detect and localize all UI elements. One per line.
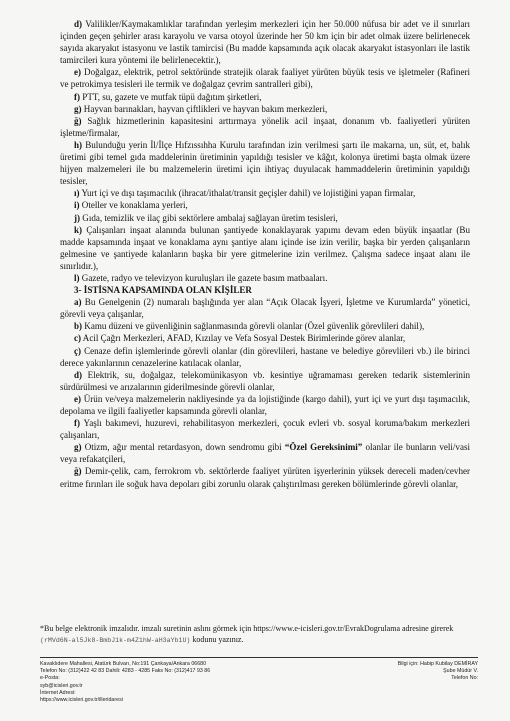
item-marker: ç) (74, 345, 82, 356)
paragraph-l (60, 272, 470, 284)
footer-phone: Telefon No: (312)422 42 83 Dahili: 4283 - 4285 Faks No: (312)417 93 86 (40, 668, 211, 675)
email-label: e-Posta: (40, 675, 60, 682)
item-text: Gıda, temizlik ve ilaç gibi sektörlere ambalaj sağlayan üretim tesisleri, (80, 212, 338, 223)
item-text: Bu Genelgenin (2) numaralı başlığında yer alan “Açık Olacak İşyeri, İşletme ve Kurumlarda” yönetici, görevli veya çalışanlar, (60, 297, 470, 320)
exception-item-a (60, 296, 470, 320)
item-marker: i) (74, 200, 80, 211)
item-marker: h) (74, 139, 83, 150)
item-marker: ğ) (74, 115, 82, 126)
exception-item-gg (60, 465, 470, 489)
item-marker: d) (74, 19, 83, 29)
emphasis-text: “Özel Gereksinimi” (284, 442, 363, 453)
item-text: Çalışanları inşaat alanında bulunan şantiyede konaklayarak yapımı devam eden büyük inşaatlar (Bu madde kapsamında inşaat ve konaklama aynı şantiye alanı içinde ise izin verilir, başka bir yerden çalışanların gelmesine ve şantiyede kalanların başka bir yere gitmelerine izin verilmez. Çalışma sadece inşaat alanı ile sınırlıdır.), (60, 224, 470, 271)
contact-phone: Telefon No: (451, 675, 478, 682)
exception-item-f (60, 417, 470, 441)
paragraph-e (60, 66, 470, 90)
paragraph-k (60, 224, 470, 272)
note-text-tail: kodunu yazınız. (190, 634, 244, 644)
paragraph-g (60, 103, 470, 115)
note-text: *Bu belge elektronik imzalıdır. imzalı suretinin aslını görmek için https://www.e-icisleri.gov.tr/EvrakDogrulama adresine girerek (40, 624, 454, 633)
item-text: Otizm, ağır mental retardasyon, down sendromu gibi (81, 442, 285, 453)
item-marker: e) (74, 393, 82, 404)
item-text: Doğalgaz, elektrik, petrol sektöründe stratejik olarak faaliyet yürüten büyük tesis ve işletmeler (Rafineri ve petrokimya tesisleri ile termik ve doğalgaz çevrim santralleri gibi), (60, 67, 470, 90)
paragraph-h (60, 139, 470, 187)
info-contact: Bilgi için: Habip Kubilay DEMİRAY (397, 661, 478, 667)
item-marker: f) (74, 91, 81, 102)
exception-item-e (60, 393, 470, 417)
item-text: Demir-çelik, cam, ferrokrom vb. sektörlerde faaliyet yürüten işyerlerinin yüksek dereceli maden/cevher eritme fırınları ile soğuk hava depoları gibi zorunlu olarak çalıştırılması gereken bölümlerinde görevli olanlar, (60, 466, 470, 489)
paragraph-f (60, 91, 470, 103)
footer-contact-line (40, 675, 340, 704)
item-text: Valilikler/Kaymakamlıklar tarafından yerleşim merkezleri için her 50.000 nüfusa bir adet ve il sınırları içinden geçen şehirler arası karayolu ve varsa otoyol üzerinde her 50 km için bir adet olmak üzere belirlenecek sayıda akaryakıt istasyonu ve lastik tamircisi (Bu madde kapsamında açık olacak akaryakıt istasyonları ile lastik tamircileri kura yöntemi ile belirlenecektir.), (60, 19, 470, 66)
email-link[interactable]: syb@icisleri.gov.tr (40, 682, 83, 689)
item-text: Oteller ve konaklama yerleri, (79, 200, 188, 211)
item-text: Yurt içi ve dışı taşımacılık (ihracat/ithalat/transit geçişler dahil) ve lojistiğini yapan firmalar, (79, 188, 416, 199)
paragraph-d (60, 18, 470, 66)
footer-divider (40, 657, 478, 658)
paragraph-i-dotless (60, 187, 470, 199)
item-marker: k) (74, 224, 83, 235)
exception-item-g (60, 441, 470, 465)
footer-address-block (40, 661, 340, 704)
website-link[interactable]: https://www.icisleri.gov.tr/illeridaresi (40, 697, 123, 704)
item-text: Acil Çağrı Merkezleri, AFAD, Kızılay ve Vefa Sosyal Destek Birimlerinde görev alanlar, (81, 333, 406, 344)
contact-title: Şube Müdür V. (443, 668, 478, 675)
item-text: PTT, su, gazete ve mutfak tüpü dağıtım şirketleri, (80, 91, 262, 102)
item-text: Hayvan barınakları, hayvan çiftlikleri ve hayvan bakım merkezleri, (81, 103, 328, 114)
document-body (60, 18, 470, 490)
item-marker: e) (74, 67, 82, 78)
item-marker: a) (74, 297, 82, 308)
item-marker: ı) (74, 188, 80, 199)
exception-item-b (60, 320, 470, 332)
item-text: Yaşlı bakımevi, huzurevi, rehabilitasyon merkezleri, çocuk evleri vb. sosyal koruma/bakım merkezleri çalışanları, (60, 418, 470, 441)
exception-item-c (60, 332, 470, 344)
item-text: Sağlık hizmetlerinin kapasitesini arttırmaya yönelik acil inşaat, donanım vb. faaliyetleri yürüten işletme/firmalar, (60, 115, 470, 138)
item-marker: l) (74, 272, 80, 283)
paragraph-j (60, 212, 470, 224)
web-label: İnternet Adresi: (40, 689, 76, 696)
section-heading: 3- İSTİSNA KAPSAMINDA OLAN KİŞİLER (74, 285, 252, 296)
exception-item-d (60, 369, 470, 393)
item-marker: b) (74, 321, 83, 332)
footer-contact-block (328, 661, 478, 683)
item-text: Bulunduğu yerin İl/İlçe Hıfzıssıhha Kurulu tarafından izin verilmesi şartı ile makarna, un, süt, et, balık üretimi gibi temel gıda maddelerinin üretiminin yapıldığı tesisler ve kâğıt, kolonya üretimi başta olmak üzere hijyen malzemeleri ile bu malzemelerin üretimi için ihtiyaç duyulacak hammaddelerin üretiminin yapıldığı tesisler, (60, 139, 470, 187)
item-text: Kamu düzeni ve güvenliğinin sağlanmasında görevli olanlar (Özel güvenlik görevlileri dahil), (82, 321, 425, 332)
item-marker: g) (74, 103, 82, 114)
item-text: Elektrik, su, doğalgaz, telekomünikasyon vb. kesintiye uğramaması gereken tedarik sistemlerinin sürdürülmesi ve arızalarının giderilmesinde görevli olanlar, (60, 369, 470, 392)
item-marker: c) (74, 333, 82, 344)
item-marker: j) (74, 212, 81, 223)
item-text: Gazete, radyo ve televizyon kuruluşları ile gazete basım matbaaları. (79, 272, 328, 283)
exception-item-cc (60, 345, 470, 369)
paragraph-gg (60, 115, 470, 139)
paragraph-i (60, 199, 470, 211)
e-signature-note (40, 624, 478, 646)
item-marker: d) (74, 369, 83, 380)
item-text: Ürün ve/veya malzemelerin nakliyesinde ya da lojistiğinde (kargo dahil), yurt içi ve yurt dışı taşımacılık, depolama ve ilgili faaliyetler kapsamında görevli olanlar, (60, 393, 470, 416)
verification-code: (rMVd6N-al5Jk8-BmbJ1k-m4Z1hW-aH3aYb1U) (40, 636, 191, 644)
footer-address: Kavaklıdere Mahallesi, Atatürk Bulvarı, No:191 Çankaya/Ankara 06680 (40, 661, 207, 667)
item-marker: ğ) (74, 466, 82, 477)
item-text: Cenaze defin işlemlerinde görevli olanlar (din görevlileri, hastane ve belediye görevlileri vb.) ile birinci derece yakınlarının cenazelerine katılacak olanlar, (60, 345, 470, 368)
item-marker: g) (74, 442, 82, 453)
item-text-tail: olanlar ile bunların veli/vasi veya refakatçileri, (60, 442, 470, 465)
item-marker: f) (74, 418, 81, 429)
